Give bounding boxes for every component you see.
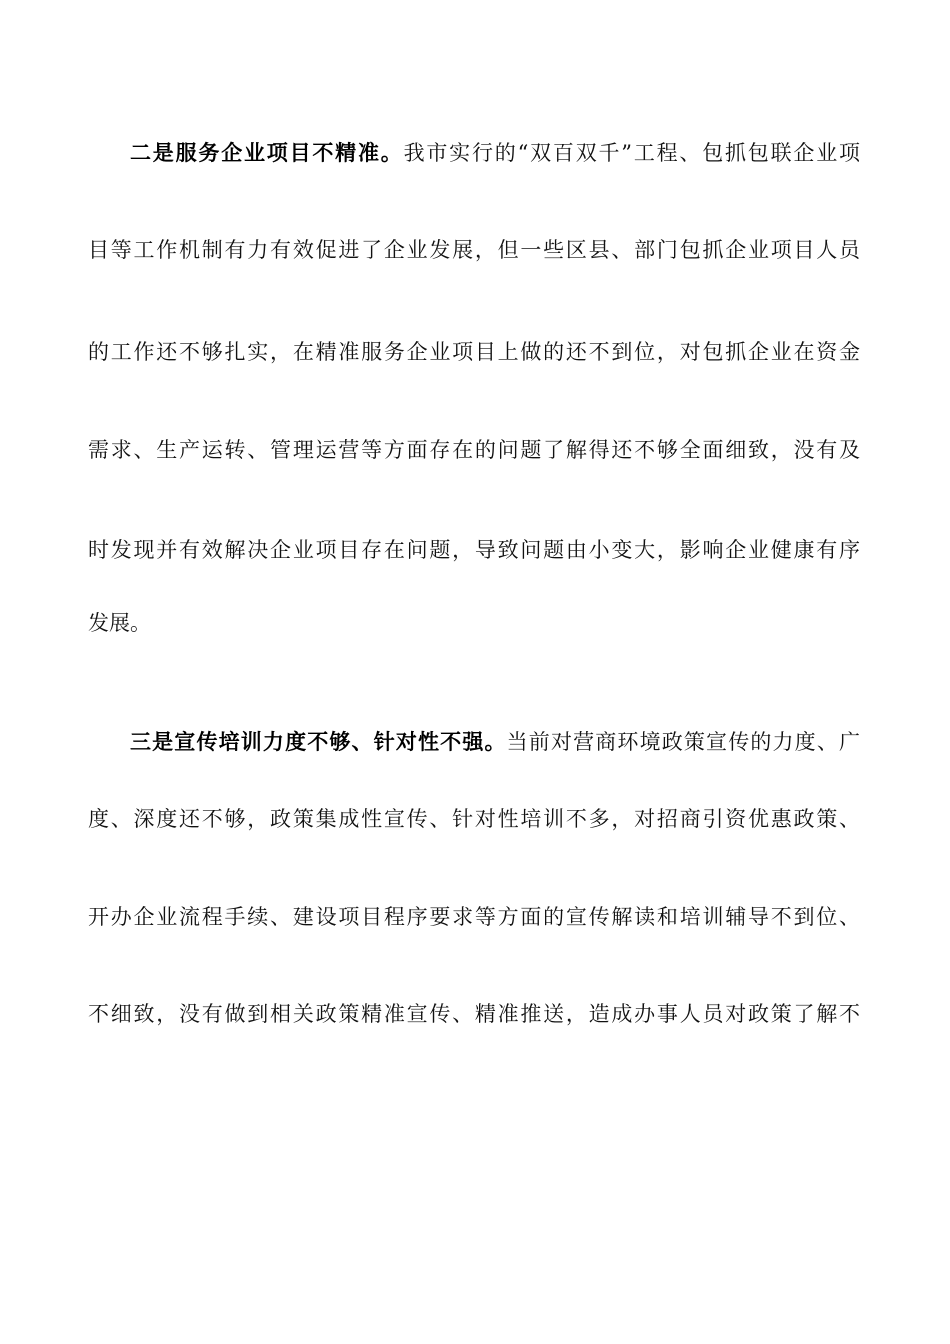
paragraph-2-line-1-text: 我市实行的“双百双千”工程、包抓包联企业项 bbox=[403, 141, 860, 165]
paragraph-3-line-1-text: 当前对营商环境政策宣传的力度、广 bbox=[506, 730, 860, 754]
paragraph-2-line-4: 需求、生产运转、管理运营等方面存在的问题了解得还不够全面细致，没有及 bbox=[88, 438, 860, 462]
paragraph-2-line-3: 的工作还不够扎实，在精准服务企业项目上做的还不到位，对包抓企业在资金 bbox=[88, 340, 860, 364]
paragraph-2-line-2: 目等工作机制有力有效促进了企业发展，但一些区县、部门包抓企业项目人员 bbox=[88, 238, 860, 262]
paragraph-3-line-3: 开办企业流程手续、建设项目程序要求等方面的宣传解读和培训辅导不到位、 bbox=[88, 905, 860, 929]
paragraph-3-line-1 bbox=[130, 722, 860, 762]
paragraph-3-line-4: 不细致，没有做到相关政策精准宣传、精准推送，造成办事人员对政策了解不 bbox=[88, 1002, 860, 1026]
paragraph-2-line-5: 时发现并有效解决企业项目存在问题，导致问题由小变大，影响企业健康有序 bbox=[88, 538, 860, 562]
paragraph-2-line-1 bbox=[130, 133, 860, 173]
paragraph-2-lead: 二是服务企业项目不精准。 bbox=[130, 140, 404, 165]
paragraph-3-lead: 三是宣传培训力度不够、针对性不强。 bbox=[130, 729, 507, 754]
paragraph-3-line-2: 度、深度还不够，政策集成性宣传、针对性培训不多，对招商引资优惠政策、 bbox=[88, 807, 860, 831]
paragraph-2-line-6: 发展。 bbox=[88, 611, 151, 635]
